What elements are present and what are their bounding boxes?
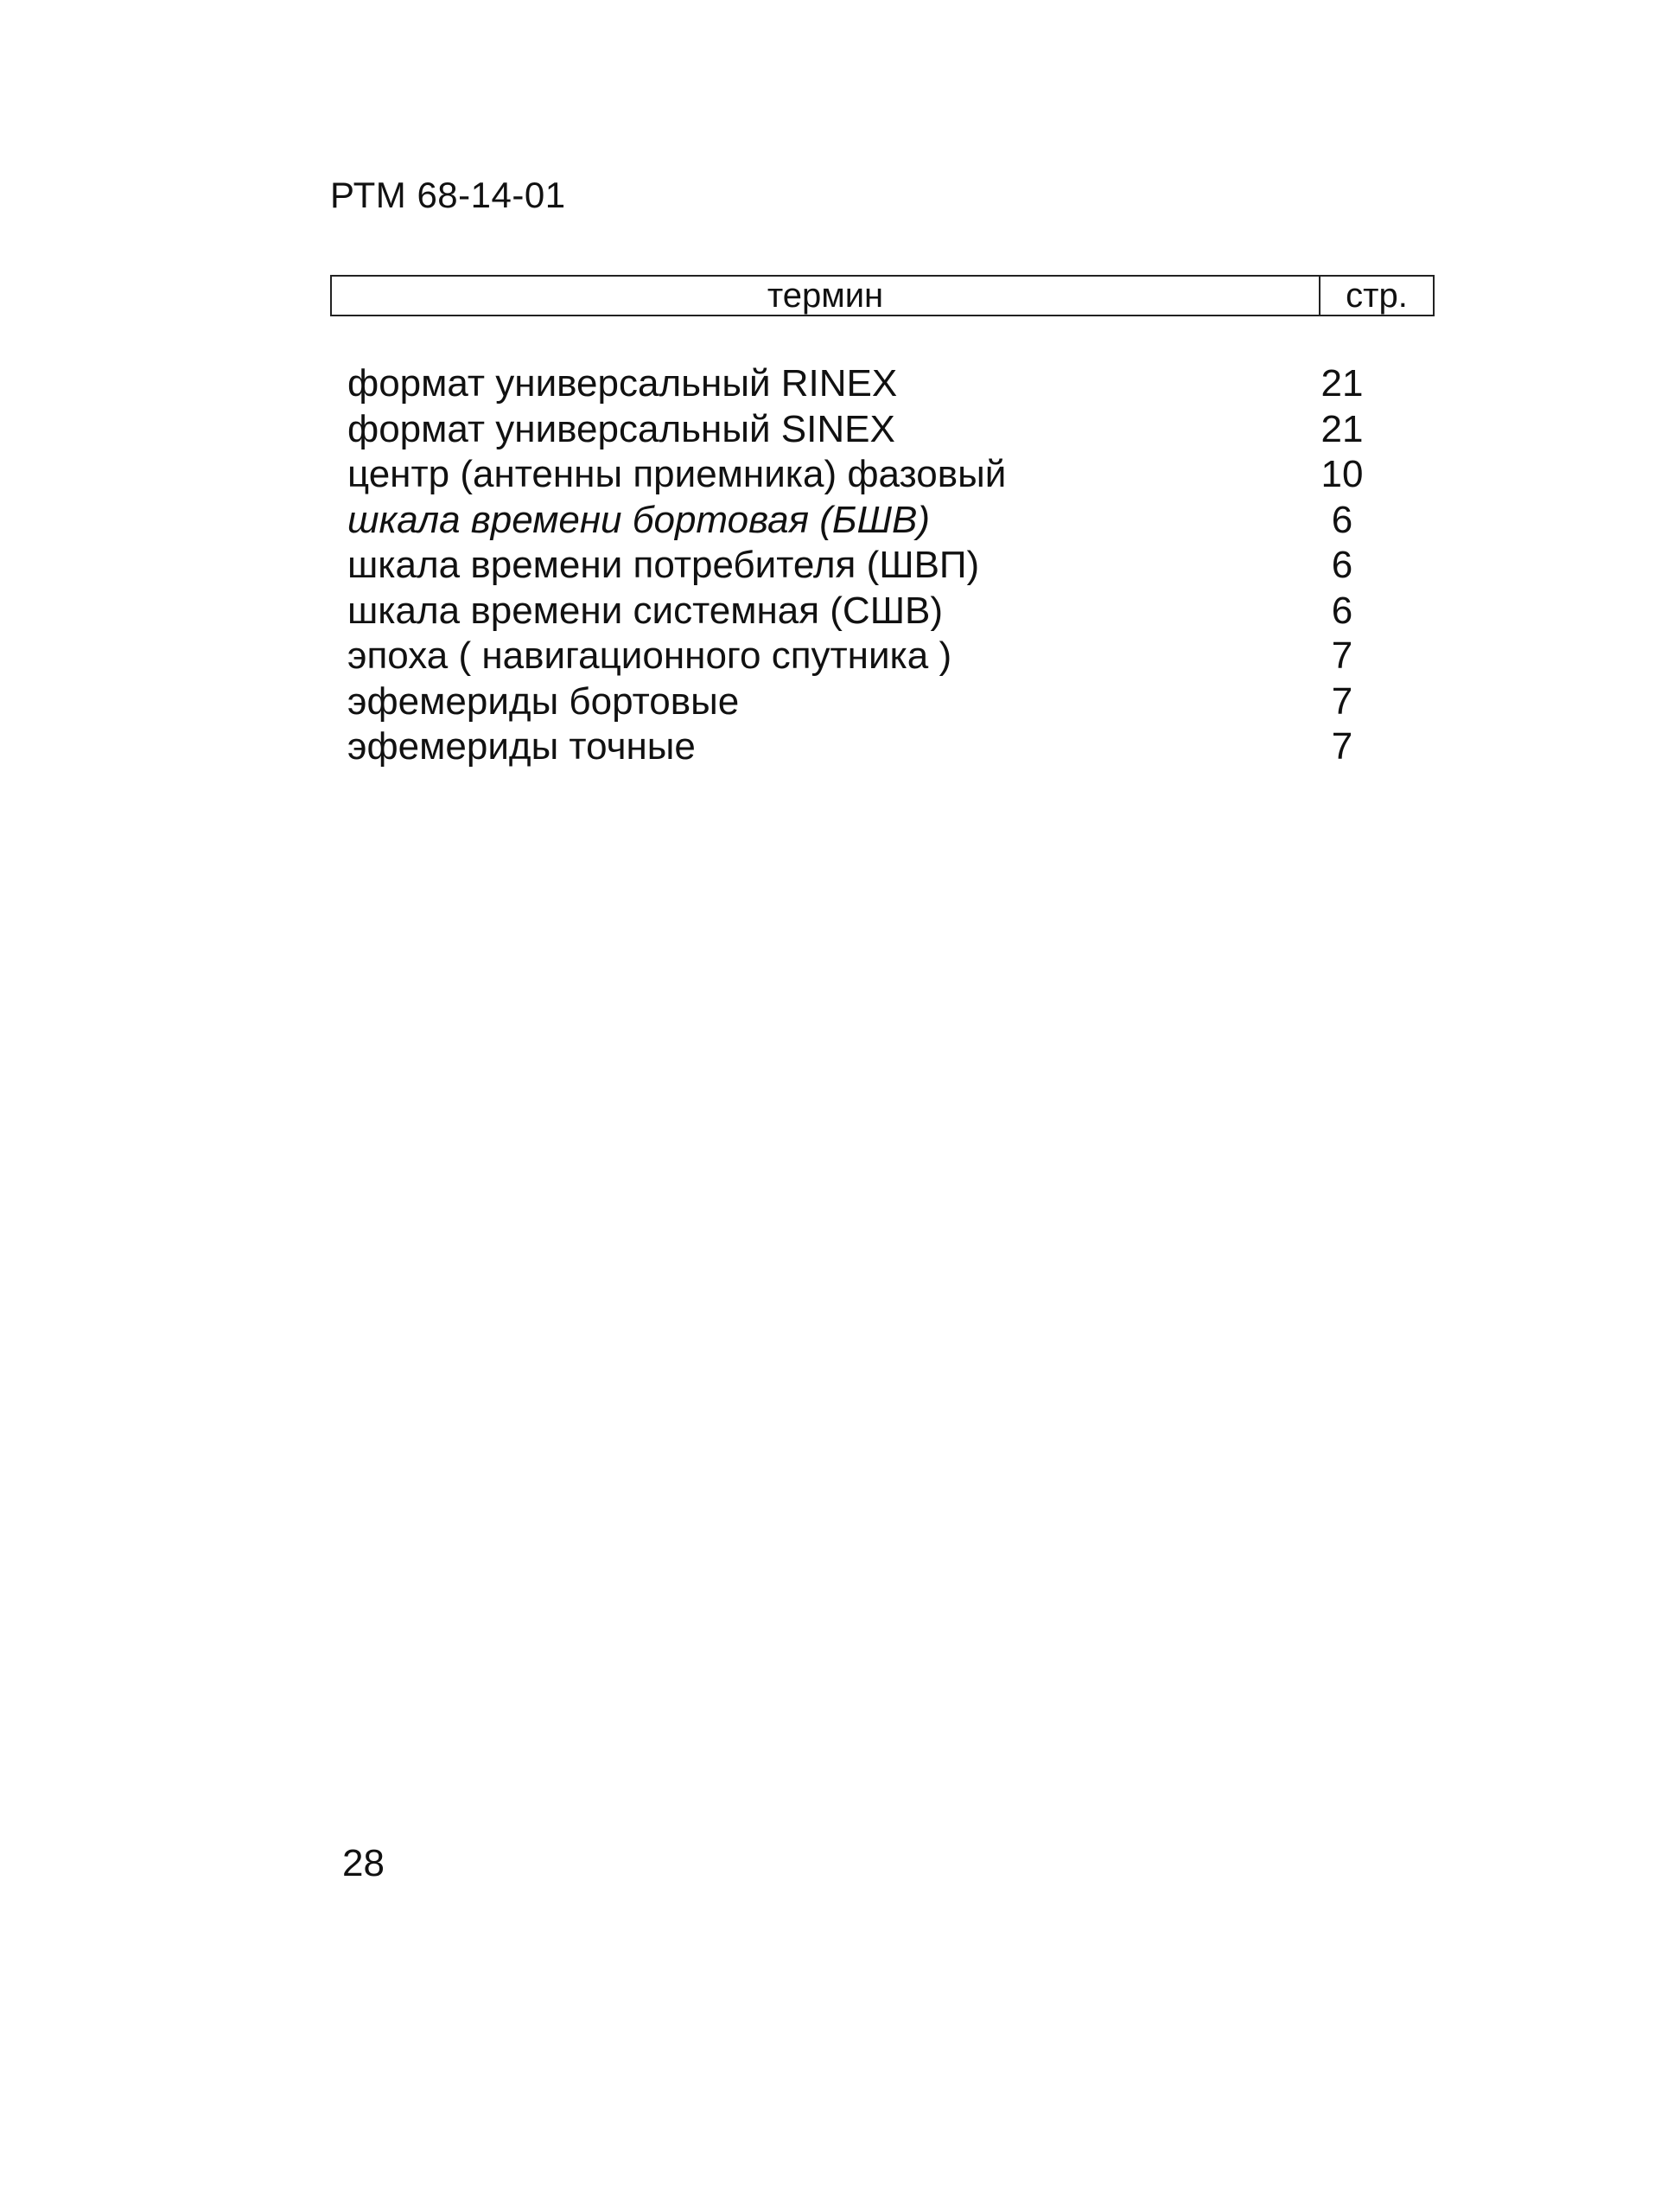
document-code: РТМ 68-14-01 xyxy=(330,175,566,215)
entry-page: 7 xyxy=(1331,679,1353,723)
entry-page: 21 xyxy=(1321,407,1364,450)
entry-term: шкала времени системная (СШВ) xyxy=(347,589,944,632)
column-header-page: стр. xyxy=(1346,277,1408,315)
index-entry xyxy=(347,679,1419,725)
entry-page: 6 xyxy=(1331,544,1353,586)
entry-page: 7 xyxy=(1331,634,1353,677)
index-entry xyxy=(347,634,1419,679)
index-table-header xyxy=(330,275,1435,316)
entry-page: 10 xyxy=(1321,453,1364,495)
entry-term: формат универсальный SINEX xyxy=(347,407,895,450)
entry-term: шкала времени бортовая (БШВ) xyxy=(347,498,931,541)
entry-page: 6 xyxy=(1331,498,1353,541)
index-entry xyxy=(347,498,1419,544)
index-entry xyxy=(347,589,1419,634)
entry-term: эфемериды бортовые xyxy=(347,679,740,723)
index-entry xyxy=(347,543,1419,589)
entry-page: 21 xyxy=(1321,362,1364,405)
entry-term: формат универсальный RINEX xyxy=(347,362,898,405)
entry-term: шкала времени потребителя (ШВП) xyxy=(347,544,980,586)
entry-term: эпоха ( навигационного спутника ) xyxy=(347,634,952,677)
column-header-term: термин xyxy=(332,277,1321,315)
entry-page: 7 xyxy=(1331,725,1353,768)
index-entry xyxy=(347,452,1419,498)
page-number: 28 xyxy=(342,1842,385,1884)
entry-term: центр (антенны приемника) фазовый xyxy=(347,453,1007,495)
index-entries xyxy=(347,361,1419,770)
index-entry xyxy=(347,407,1419,453)
index-entry xyxy=(347,724,1419,770)
entry-term: эфемериды точные xyxy=(347,725,696,768)
index-entry xyxy=(347,361,1419,407)
entry-page: 6 xyxy=(1331,589,1353,632)
